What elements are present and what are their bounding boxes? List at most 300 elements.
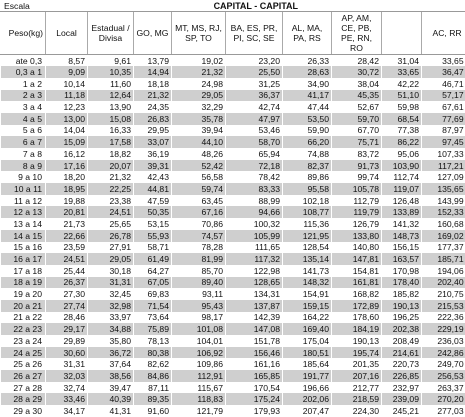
price-cell: 29,17 <box>46 323 88 335</box>
price-cell: 18,18 <box>134 78 172 90</box>
column-header-ap-am-ce-pb-pe-rn-ro: AP, AM, CE, PB, PE, RN, RO <box>332 12 382 55</box>
price-cell: 24,98 <box>172 78 226 90</box>
price-cell: 33,46 <box>46 393 88 405</box>
price-cell: 67,70 <box>332 125 382 137</box>
price-cell: 184,19 <box>332 323 382 335</box>
price-cell: 20,81 <box>46 206 88 218</box>
weight-range-cell: 10 a 11 <box>1 183 46 195</box>
price-cell: 98,17 <box>172 312 226 324</box>
price-cell: 52,67 <box>332 101 382 113</box>
price-cell: 16,33 <box>88 125 134 137</box>
price-cell: 23,59 <box>46 242 88 254</box>
price-cell: 106,92 <box>172 347 226 359</box>
price-cell: 21,32 <box>134 90 172 102</box>
price-cell: 185,64 <box>283 358 332 370</box>
price-cell: 177,37 <box>422 242 465 254</box>
column-header-blank <box>382 12 422 55</box>
price-cell: 86,22 <box>382 136 422 148</box>
price-cell: 13,00 <box>46 113 88 125</box>
price-cell: 103,90 <box>382 160 422 172</box>
price-cell: 56,58 <box>172 171 226 183</box>
price-cell: 77,38 <box>382 125 422 137</box>
price-cell: 14,94 <box>134 66 172 78</box>
price-cell: 159,15 <box>283 300 332 312</box>
price-cell: 91,60 <box>134 405 172 417</box>
price-cell: 78,13 <box>134 335 172 347</box>
price-cell: 32,74 <box>46 382 88 394</box>
column-header-mt-ms-rj-sp-to: MT, MS, RJ, SP, TO <box>172 12 226 55</box>
price-cell: 151,78 <box>226 335 283 347</box>
price-cell: 140,80 <box>332 242 382 254</box>
price-cell: 82,62 <box>134 358 172 370</box>
price-cell: 100,32 <box>226 218 283 230</box>
price-cell: 101,08 <box>172 323 226 335</box>
weight-range-cell: 29 a 30 <box>1 405 46 417</box>
price-cell: 22,66 <box>46 230 88 242</box>
price-cell: 236,03 <box>422 335 465 347</box>
price-cell: 119,07 <box>382 183 422 195</box>
price-cell: 10,35 <box>88 66 134 78</box>
price-cell: 179,93 <box>226 405 283 417</box>
price-cell: 97,45 <box>422 136 465 148</box>
price-cell: 32,45 <box>88 288 134 300</box>
price-cell: 38,56 <box>88 370 134 382</box>
price-cell: 126,79 <box>332 218 382 230</box>
price-cell: 89,35 <box>134 393 172 405</box>
price-cell: 75,71 <box>332 136 382 148</box>
price-cell: 67,61 <box>422 101 465 113</box>
price-cell: 239,09 <box>382 393 422 405</box>
price-cell: 169,40 <box>283 323 332 335</box>
price-cell: 160,68 <box>422 218 465 230</box>
weight-range-cell: 11 a 12 <box>1 195 46 207</box>
price-cell: 95,06 <box>382 148 422 160</box>
price-cell: 30,72 <box>332 66 382 78</box>
escala-label: Escala <box>1 0 46 12</box>
price-cell: 25,44 <box>46 265 88 277</box>
price-cell: 99,74 <box>332 171 382 183</box>
price-cell: 81,99 <box>172 253 226 265</box>
table-row <box>1 171 465 183</box>
table-row <box>1 55 465 67</box>
price-cell: 44,81 <box>134 183 172 195</box>
price-cell: 208,49 <box>382 335 422 347</box>
price-cell: 42,43 <box>134 171 172 183</box>
weight-range-cell: 1 a 2 <box>1 78 46 90</box>
price-cell: 161,16 <box>226 358 283 370</box>
weight-range-cell: 4 a 5 <box>1 113 46 125</box>
price-cell: 50,35 <box>134 206 172 218</box>
price-cell: 36,72 <box>88 347 134 359</box>
price-cell: 16,12 <box>46 148 88 160</box>
weight-range-cell: 26 a 27 <box>1 370 46 382</box>
header-row-top <box>1 0 465 12</box>
table-row <box>1 323 465 335</box>
price-cell: 191,77 <box>283 370 332 382</box>
column-header-al-ma-pa-rs: AL, MA, PA, RS <box>283 12 332 55</box>
price-cell: 45,35 <box>332 90 382 102</box>
price-cell: 112,79 <box>332 195 382 207</box>
weight-range-cell: 6 a 7 <box>1 136 46 148</box>
price-cell: 196,66 <box>283 382 332 394</box>
table-row <box>1 195 465 207</box>
price-cell: 128,54 <box>283 242 332 254</box>
price-cell: 15,08 <box>88 113 134 125</box>
weight-range-cell: 28 a 29 <box>1 393 46 405</box>
price-cell: 28,46 <box>46 312 88 324</box>
price-cell: 185,82 <box>382 288 422 300</box>
column-header-ac-rr: AC, RR <box>422 12 465 55</box>
weight-range-cell: 14 a 15 <box>1 230 46 242</box>
price-cell: 37,64 <box>88 358 134 370</box>
price-cell: 47,59 <box>134 195 172 207</box>
price-cell: 133,89 <box>382 206 422 218</box>
price-cell: 143,99 <box>422 195 465 207</box>
price-cell: 134,31 <box>226 288 283 300</box>
table-row <box>1 335 465 347</box>
price-cell: 59,98 <box>382 101 422 113</box>
price-cell: 105,99 <box>226 230 283 242</box>
capital-capital-title: CAPITAL - CAPITAL <box>46 0 465 12</box>
price-cell: 168,82 <box>332 288 382 300</box>
weight-range-cell: 2 a 3 <box>1 90 46 102</box>
price-cell: 147,81 <box>332 253 382 265</box>
price-cell: 38,04 <box>332 78 382 90</box>
price-cell: 17,16 <box>46 160 88 172</box>
price-cell: 263,37 <box>422 382 465 394</box>
price-cell: 119,79 <box>332 206 382 218</box>
price-cell: 39,47 <box>88 382 134 394</box>
price-cell: 194,06 <box>422 265 465 277</box>
price-cell: 35,80 <box>88 335 134 347</box>
weight-range-cell: 27 a 28 <box>1 382 46 394</box>
table-row <box>1 300 465 312</box>
price-cell: 33,07 <box>134 136 172 148</box>
price-cell: 112,91 <box>172 370 226 382</box>
price-cell: 25,50 <box>226 66 283 78</box>
price-cell: 20,07 <box>88 160 134 172</box>
price-cell: 245,21 <box>382 405 422 417</box>
price-cell: 202,38 <box>382 323 422 335</box>
price-cell: 170,54 <box>226 382 283 394</box>
price-cell: 277,03 <box>422 405 465 417</box>
price-cell: 115,67 <box>172 382 226 394</box>
price-cell: 14,04 <box>46 125 88 137</box>
price-cell: 117,32 <box>226 253 283 265</box>
price-cell: 147,08 <box>226 323 283 335</box>
price-cell: 108,77 <box>283 206 332 218</box>
table-row <box>1 113 465 125</box>
price-cell: 41,31 <box>88 405 134 417</box>
price-cell: 46,71 <box>422 78 465 90</box>
price-cell: 18,20 <box>46 171 88 183</box>
price-cell: 41,17 <box>283 90 332 102</box>
price-cell: 164,22 <box>283 312 332 324</box>
price-cell: 36,47 <box>422 66 465 78</box>
table-row <box>1 160 465 172</box>
table-row <box>1 125 465 137</box>
price-cell: 74,57 <box>172 230 226 242</box>
price-cell: 105,78 <box>332 183 382 195</box>
price-cell: 83,72 <box>332 148 382 160</box>
price-cell: 67,16 <box>172 206 226 218</box>
table-row <box>1 218 465 230</box>
price-cell: 53,15 <box>134 218 172 230</box>
table-row <box>1 277 465 289</box>
weight-range-cell: 21 a 22 <box>1 312 46 324</box>
price-cell: 115,36 <box>283 218 332 230</box>
price-cell: 270,20 <box>422 393 465 405</box>
price-cell: 32,98 <box>88 300 134 312</box>
price-cell: 169,02 <box>422 230 465 242</box>
price-cell: 207,47 <box>283 405 332 417</box>
price-cell: 142,39 <box>226 312 283 324</box>
weight-range-cell: 13 a 14 <box>1 218 46 230</box>
price-cell: 24,51 <box>46 253 88 265</box>
price-cell: 165,85 <box>226 370 283 382</box>
price-cell: 256,53 <box>422 370 465 382</box>
weight-range-cell: 0,3 a 1 <box>1 66 46 78</box>
table-body <box>1 55 465 417</box>
price-cell: 224,30 <box>332 405 382 417</box>
price-cell: 69,83 <box>134 288 172 300</box>
table-row <box>1 148 465 160</box>
price-cell: 15,09 <box>46 136 88 148</box>
price-cell: 242,86 <box>422 347 465 359</box>
weight-range-cell: ate 0,3 <box>1 55 46 67</box>
price-cell: 9,61 <box>88 55 134 67</box>
price-cell: 178,40 <box>382 277 422 289</box>
weight-range-cell: 8 a 9 <box>1 160 46 172</box>
price-cell: 121,79 <box>172 405 226 417</box>
price-cell: 83,33 <box>226 183 283 195</box>
price-cell: 29,05 <box>88 253 134 265</box>
price-cell: 156,46 <box>226 347 283 359</box>
price-cell: 161,81 <box>332 277 382 289</box>
price-cell: 12,23 <box>46 101 88 113</box>
price-cell: 196,25 <box>382 312 422 324</box>
price-cell: 47,44 <box>283 101 332 113</box>
price-cell: 13,79 <box>134 55 172 67</box>
price-cell: 42,22 <box>382 78 422 90</box>
table-row <box>1 242 465 254</box>
price-cell: 21,32 <box>88 171 134 183</box>
price-cell: 87,11 <box>134 382 172 394</box>
price-cell: 17,58 <box>88 136 134 148</box>
price-cell: 175,04 <box>283 335 332 347</box>
price-cell: 10,14 <box>46 78 88 90</box>
price-cell: 180,51 <box>283 347 332 359</box>
price-cell: 88,99 <box>226 195 283 207</box>
price-cell: 23,20 <box>226 55 283 67</box>
price-cell: 72,18 <box>226 160 283 172</box>
price-cell: 55,93 <box>134 230 172 242</box>
price-cell: 112,74 <box>382 171 422 183</box>
price-cell: 78,28 <box>172 242 226 254</box>
price-cell: 82,37 <box>283 160 332 172</box>
price-cell: 73,64 <box>134 312 172 324</box>
weight-range-cell: 7 a 8 <box>1 148 46 160</box>
price-cell: 93,11 <box>172 288 226 300</box>
price-cell: 229,19 <box>422 323 465 335</box>
table-row <box>1 183 465 195</box>
price-cell: 102,18 <box>283 195 332 207</box>
price-cell: 36,37 <box>226 90 283 102</box>
price-cell: 212,77 <box>332 382 382 394</box>
price-cell: 70,86 <box>172 218 226 230</box>
weight-range-cell: 25 a 26 <box>1 358 46 370</box>
table-row <box>1 230 465 242</box>
table-row <box>1 206 465 218</box>
price-cell: 21,32 <box>172 66 226 78</box>
price-cell: 40,39 <box>88 393 134 405</box>
weight-range-cell: 3 a 4 <box>1 101 46 113</box>
price-cell: 141,73 <box>283 265 332 277</box>
price-cell: 104,01 <box>172 335 226 347</box>
price-cell: 95,58 <box>283 183 332 195</box>
price-cell: 34,17 <box>46 405 88 417</box>
price-cell: 214,61 <box>382 347 422 359</box>
header-row-columns <box>1 12 465 55</box>
price-cell: 89,86 <box>283 171 332 183</box>
price-cell: 118,83 <box>172 393 226 405</box>
price-cell: 232,97 <box>382 382 422 394</box>
column-header-local: Local <box>46 12 88 55</box>
price-cell: 44,10 <box>172 136 226 148</box>
table-row <box>1 288 465 300</box>
price-cell: 31,04 <box>382 55 422 67</box>
price-cell: 29,95 <box>134 125 172 137</box>
weight-range-cell: 19 a 20 <box>1 288 46 300</box>
price-cell: 68,54 <box>382 113 422 125</box>
weight-range-cell: 12 a 13 <box>1 206 46 218</box>
column-header-go-mg: GO, MG <box>134 12 172 55</box>
weight-range-cell: 9 a 10 <box>1 171 46 183</box>
price-cell: 67,05 <box>134 277 172 289</box>
price-cell: 8,57 <box>46 55 88 67</box>
weight-range-cell: 23 a 24 <box>1 335 46 347</box>
price-cell: 26,37 <box>46 277 88 289</box>
price-cell: 13,90 <box>88 101 134 113</box>
price-cell: 32,29 <box>172 101 226 113</box>
table-row <box>1 358 465 370</box>
price-cell: 190,13 <box>382 300 422 312</box>
table-row <box>1 312 465 324</box>
price-cell: 9,09 <box>46 66 88 78</box>
table-row <box>1 265 465 277</box>
price-cell: 47,97 <box>226 113 283 125</box>
price-cell: 58,71 <box>134 242 172 254</box>
price-cell: 141,32 <box>382 218 422 230</box>
price-cell: 85,70 <box>172 265 226 277</box>
price-cell: 222,36 <box>422 312 465 324</box>
price-cell: 94,66 <box>226 206 283 218</box>
price-cell: 133,80 <box>332 230 382 242</box>
price-cell: 18,95 <box>46 183 88 195</box>
table-row <box>1 393 465 405</box>
price-cell: 21,73 <box>46 218 88 230</box>
price-cell: 57,17 <box>422 90 465 102</box>
price-cell: 111,65 <box>226 242 283 254</box>
price-cell: 218,59 <box>332 393 382 405</box>
price-cell: 154,81 <box>332 265 382 277</box>
price-cell: 59,70 <box>332 113 382 125</box>
price-cell: 135,65 <box>422 183 465 195</box>
price-cell: 12,64 <box>88 90 134 102</box>
price-cell: 109,86 <box>172 358 226 370</box>
table-row <box>1 78 465 90</box>
price-cell: 33,65 <box>382 66 422 78</box>
price-cell: 84,86 <box>134 370 172 382</box>
price-cell: 30,60 <box>46 347 88 359</box>
price-cell: 33,65 <box>422 55 465 67</box>
price-cell: 77,69 <box>422 113 465 125</box>
price-cell: 31,31 <box>88 277 134 289</box>
price-cell: 26,33 <box>283 55 332 67</box>
price-cell: 23,38 <box>88 195 134 207</box>
table-row <box>1 253 465 265</box>
weight-range-cell: 16 a 17 <box>1 253 46 265</box>
price-cell: 59,90 <box>283 125 332 137</box>
price-cell: 11,60 <box>88 78 134 90</box>
price-cell: 52,42 <box>172 160 226 172</box>
table-row <box>1 382 465 394</box>
price-cell: 121,95 <box>283 230 332 242</box>
price-cell: 25,65 <box>88 218 134 230</box>
price-cell: 156,15 <box>382 242 422 254</box>
weight-range-cell: 5 a 6 <box>1 125 46 137</box>
column-header-ba-es-pr-pi-sc-se: BA, ES, PR, PI, SC, SE <box>226 12 283 55</box>
price-cell: 30,18 <box>88 265 134 277</box>
price-cell: 71,54 <box>134 300 172 312</box>
price-cell: 31,31 <box>46 358 88 370</box>
price-cell: 128,65 <box>226 277 283 289</box>
price-cell: 122,98 <box>226 265 283 277</box>
price-cell: 32,03 <box>46 370 88 382</box>
price-cell: 117,21 <box>422 160 465 172</box>
table-row <box>1 136 465 148</box>
price-cell: 89,40 <box>172 277 226 289</box>
price-cell: 63,45 <box>172 195 226 207</box>
price-cell: 78,42 <box>226 171 283 183</box>
price-cell: 148,73 <box>382 230 422 242</box>
price-cell: 27,74 <box>46 300 88 312</box>
price-cell: 207,16 <box>332 370 382 382</box>
price-cell: 64,27 <box>134 265 172 277</box>
price-cell: 175,24 <box>226 393 283 405</box>
price-cell: 91,73 <box>332 160 382 172</box>
price-cell: 34,88 <box>88 323 134 335</box>
price-cell: 190,13 <box>332 335 382 347</box>
price-cell: 31,25 <box>226 78 283 90</box>
price-cell: 61,49 <box>134 253 172 265</box>
price-cell: 39,94 <box>172 125 226 137</box>
price-cell: 53,50 <box>283 113 332 125</box>
price-cell: 80,38 <box>134 347 172 359</box>
price-cell: 26,83 <box>134 113 172 125</box>
price-cell: 220,73 <box>382 358 422 370</box>
table-row <box>1 90 465 102</box>
price-cell: 28,42 <box>332 55 382 67</box>
price-cell: 36,19 <box>134 148 172 160</box>
price-cell: 19,88 <box>46 195 88 207</box>
price-cell: 172,89 <box>332 300 382 312</box>
price-cell: 58,70 <box>226 136 283 148</box>
price-cell: 27,91 <box>88 242 134 254</box>
price-cell: 249,70 <box>422 358 465 370</box>
price-cell: 66,20 <box>283 136 332 148</box>
price-cell: 34,90 <box>283 78 332 90</box>
